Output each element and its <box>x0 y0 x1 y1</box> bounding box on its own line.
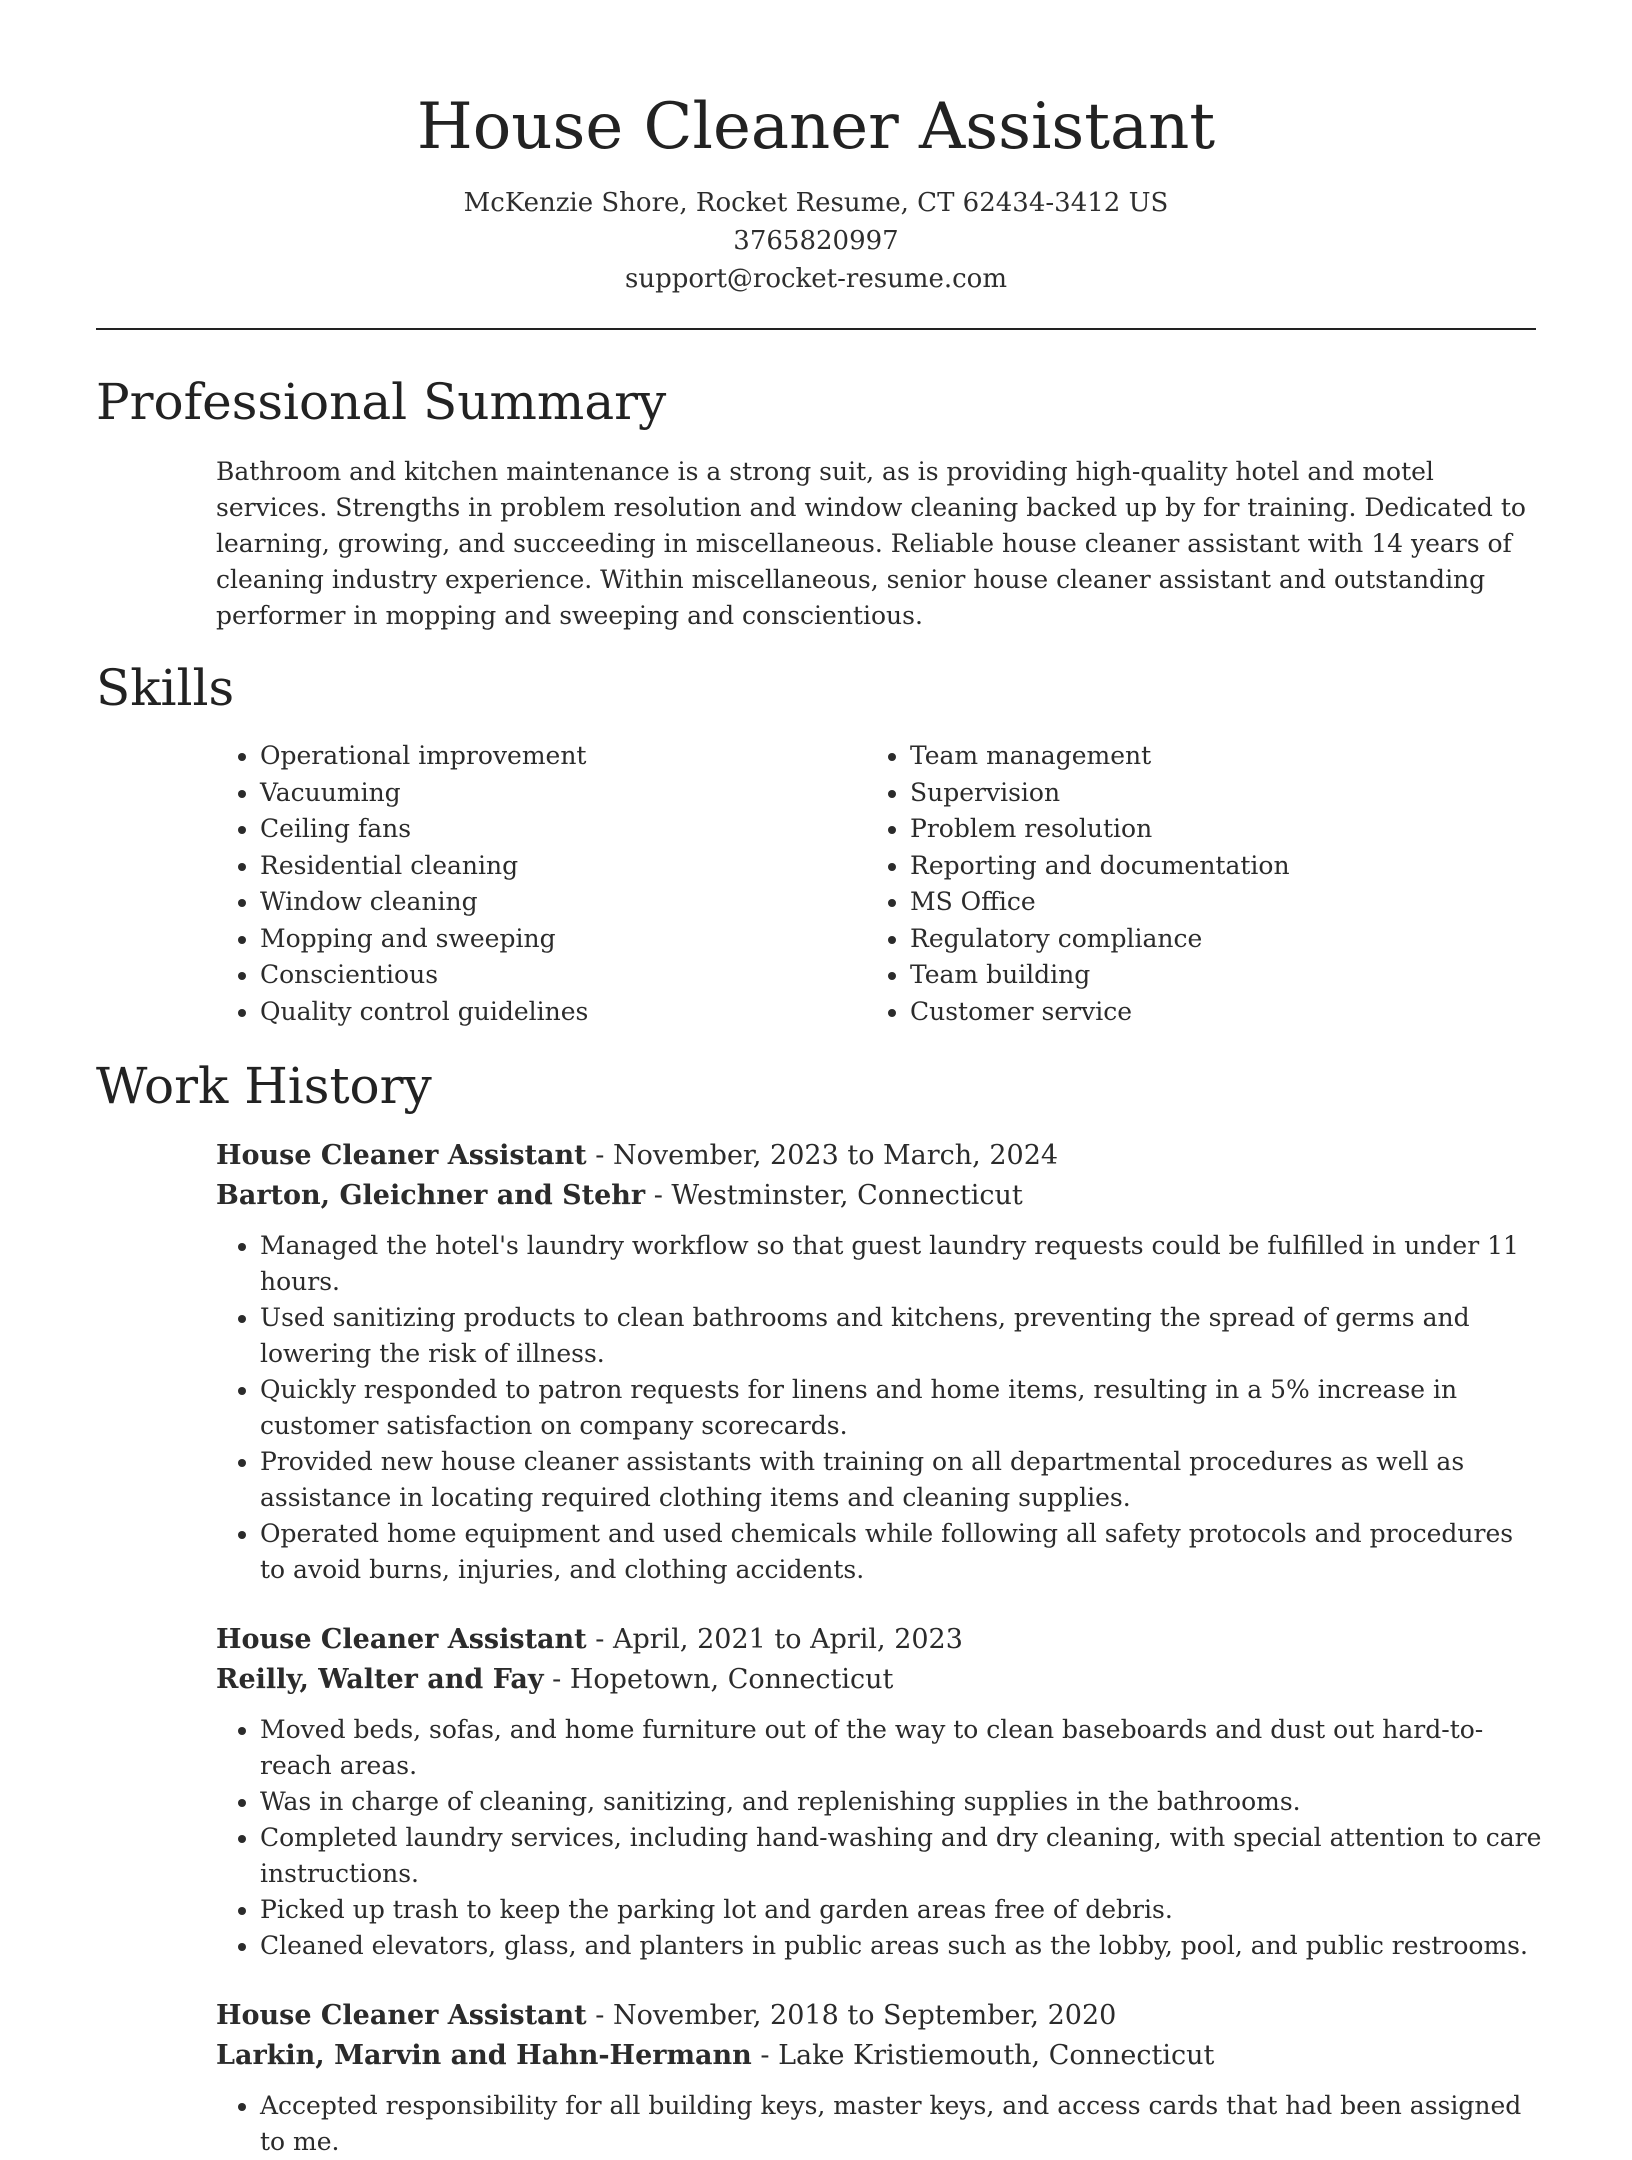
skill-item: • Operational improvement <box>260 738 866 775</box>
work-history-heading: Work History <box>96 1057 432 1115</box>
job-location: - Westminster, Connecticut <box>645 1180 1023 1211</box>
job-bullet: • Picked up trash to keep the parking lot and garden areas free of debris. <box>260 1892 1546 1928</box>
job-bullets <box>216 1712 1546 1964</box>
skill-item: • Team building <box>910 957 1516 994</box>
skills-list-left <box>216 738 866 1030</box>
job-company: Barton, Gleichner and Stehr <box>216 1180 646 1211</box>
job-bullets <box>216 2088 1546 2160</box>
skill-item: • Vacuuming <box>260 775 866 812</box>
job-company-line <box>216 2036 1546 2076</box>
job-bullet: • Used sanitizing products to clean bathrooms and kitchens, preventing the spread of germs and lowering the risk of illness. <box>260 1300 1546 1372</box>
job-bullet: • Completed laundry services, including hand-washing and dry cleaning, with special attention to care instructions. <box>260 1820 1546 1892</box>
summary-text: Bathroom and kitchen maintenance is a strong suit, as is providing high-quality hotel and motel services. Strengths in problem resolution and window cleaning backed up by for training. Dedicated to learning, growing, and succeeding in miscellaneous. Reliable house cleaner assistant with 14 years of cleaning industry experience. Within miscellaneous, senior house cleaner assistant and outstanding performer in mopping and sweeping and conscientious. <box>216 457 1526 630</box>
job-bullet: • Cleaned elevators, glass, and planters in public areas such as the lobby, pool, and public restrooms. <box>260 1928 1546 1964</box>
skill-item: • Residential cleaning <box>260 848 866 885</box>
job-company: Larkin, Marvin and Hahn-Hermann <box>216 2040 752 2071</box>
contact-phone: 3765820997 <box>733 226 899 256</box>
contact-email: support@rocket-resume.com <box>624 264 1007 294</box>
skill-item: • Customer service <box>910 994 1516 1031</box>
skill-item: • Team management <box>910 738 1516 775</box>
job-entry <box>216 1136 1546 1588</box>
job-title: House Cleaner Assistant <box>216 2000 587 2031</box>
job-company-line <box>216 1176 1546 1216</box>
skills-list-right <box>866 738 1516 1030</box>
skill-item: • Supervision <box>910 775 1516 812</box>
job-location: - Hopetown, Connecticut <box>543 1664 894 1695</box>
skill-item: • Mopping and sweeping <box>260 921 866 958</box>
job-bullet: • Provided new house cleaner assistants with training on all departmental procedures as well as assistance in locating required clothing items and cleaning supplies. <box>260 1444 1546 1516</box>
job-dates: - November, 2023 to March, 2024 <box>586 1140 1059 1171</box>
job-bullets <box>216 1228 1546 1588</box>
job-bullet: • Managed the hotel's laundry workflow so that guest laundry requests could be fulfilled in under 11 hours. <box>260 1228 1546 1300</box>
skill-item: • Problem resolution <box>910 811 1516 848</box>
skill-item: • Window cleaning <box>260 884 866 921</box>
skills-heading: Skills <box>96 659 235 717</box>
resume-name: House Cleaner Assistant <box>416 90 1216 164</box>
resume-page <box>96 0 1542 2160</box>
skill-item: • Quality control guidelines <box>260 994 866 1031</box>
summary-heading: Professional Summary <box>96 373 667 431</box>
contact-address: McKenzie Shore, Rocket Resume, CT 62434-3412 US <box>463 188 1169 218</box>
job-company-line <box>216 1660 1546 1700</box>
job-bullet: • Accepted responsibility for all building keys, master keys, and access cards that had been assigned to me. <box>260 2088 1546 2160</box>
skill-item: • Regulatory compliance <box>910 921 1516 958</box>
job-title-line <box>216 1136 1546 1176</box>
job-entry <box>216 1620 1546 1964</box>
contact-block <box>96 184 1536 298</box>
job-title-line <box>216 1620 1546 1660</box>
job-entry <box>216 1996 1546 2160</box>
job-title: House Cleaner Assistant <box>216 1624 587 1655</box>
job-dates: - April, 2021 to April, 2023 <box>586 1624 963 1655</box>
skill-item: • MS Office <box>910 884 1516 921</box>
skill-item: • Ceiling fans <box>260 811 866 848</box>
job-title-line <box>216 1996 1546 2036</box>
header-divider <box>96 328 1536 330</box>
job-dates: - November, 2018 to September, 2020 <box>586 2000 1117 2031</box>
skills-columns <box>216 738 1536 1030</box>
job-bullet: • Operated home equipment and used chemicals while following all safety protocols and procedures to avoid burns, injuries, and clothing accidents. <box>260 1516 1546 1588</box>
resume-header <box>96 0 1536 298</box>
skill-item: • Conscientious <box>260 957 866 994</box>
skill-item: • Reporting and documentation <box>910 848 1516 885</box>
job-bullet: • Quickly responded to patron requests for linens and home items, resulting in a 5% increase in customer satisfaction on company scorecards. <box>260 1372 1546 1444</box>
job-bullet: • Was in charge of cleaning, sanitizing, and replenishing supplies in the bathrooms. <box>260 1784 1546 1820</box>
job-location: - Lake Kristiemouth, Connecticut <box>751 2040 1215 2071</box>
job-company: Reilly, Walter and Fay <box>216 1664 544 1695</box>
job-title: House Cleaner Assistant <box>216 1140 587 1171</box>
job-bullet: • Moved beds, sofas, and home furniture out of the way to clean baseboards and dust out hard-to-reach areas. <box>260 1712 1546 1784</box>
